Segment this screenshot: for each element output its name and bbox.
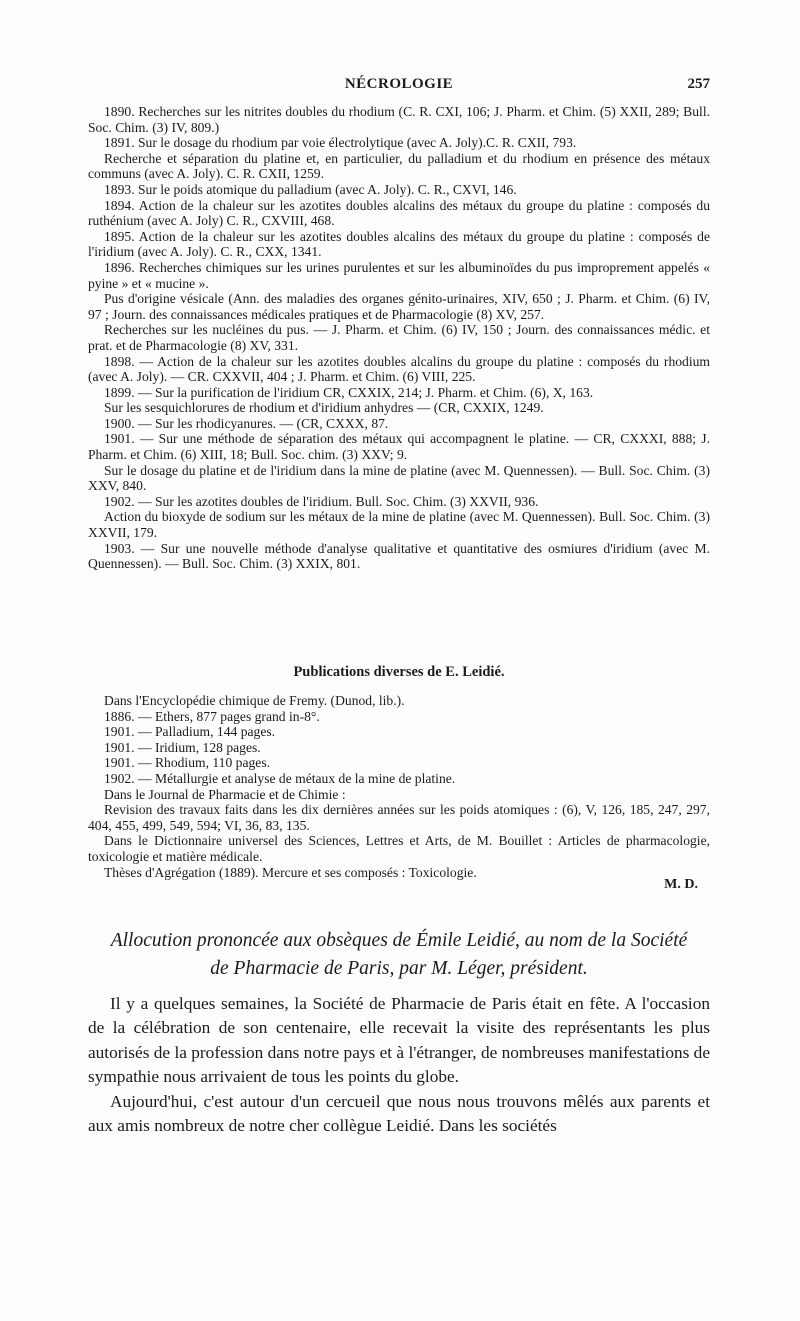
bib-entry: Action du bioxyde de sodium sur les métaux de la mine de platine (avec M. Quennessen). Bull. Soc. Chim. (3) XXVII, 179. xyxy=(88,509,710,541)
bib-entry: 1894. Action de la chaleur sur les azotites doubles alcalins des métaux du groupe du platine : composés du ruthénium (avec A. Joly) C. R., CXVIII, 468. xyxy=(88,197,710,229)
running-header xyxy=(88,76,710,98)
allocution-title-line: de Pharmacie de Paris, par M. Léger, président. xyxy=(210,958,588,979)
bibliography-list xyxy=(88,104,710,572)
publication-entry: 1902. — Métallurgie et analyse de métaux de la mine de platine. xyxy=(104,770,456,786)
bib-entry: Pus d'origine vésicale (Ann. des maladies des organes génito-urinaires, XIV, 650 ; J. Pharm. et Chim. (6) IV, 97 ; Journ. des connaissances médicales pratiques et de Pharmacologie (8) XV, 257. xyxy=(88,291,710,322)
publication-entry: Revision des travaux faits dans les dix dernières années sur les poids atomiques : (6), V, 126, 185, 247, 297, 404, 455, 499, 549, 594; VI, 36, 83, 135. xyxy=(88,802,710,833)
body-paragraph: Il y a quelques semaines, la Société de Pharmacie de Paris était en fête. A l'occasion de la célébration de son centenaire, elle recevait la visite des représentants les plus autorisés de la profession dans notre pays et à l'étranger, de nombreuses manifestations de sympathie nous arrivaient de tous les points du globe. xyxy=(88,994,710,1087)
bib-entry: Recherches sur les nucléines du pus. — J. Pharm. et Chim. (6) IV, 150 ; Journ. des connaissances médic. et prat. et de Pharmacologie (8) XV, 331. xyxy=(88,322,710,353)
bib-entry: Recherche et séparation du platine et, en particulier, du palladium et du rhodium en présence des métaux communs (avec A. Joly). C. R. CXII, 1259. xyxy=(88,150,710,182)
bib-entry: 1903. — Sur une nouvelle méthode d'analyse qualitative et quantitative des osmiures d'iridium (avec M. Quennessen). — Bull. Soc. Chim. (3) XXIX, 801. xyxy=(88,540,710,572)
bib-entry: 1890. Recherches sur les nitrites doubles du rhodium (C. R. CXI, 106; J. Pharm. et Chim. (5) XXII, 289; Bull. Soc. Chim. (3) IV, 809.) xyxy=(88,104,710,135)
bib-entry: Sur les sesquichlorures de rhodium et d'iridium anhydres — (CR, CXXIX, 1249. xyxy=(104,400,544,416)
bib-entry: 1902. — Sur les azotites doubles de l'iridium. Bull. Soc. Chim. (3) XXVII, 936. xyxy=(104,493,539,509)
publication-entry: Thèses d'Agrégation (1889). Mercure et ses composés : Toxicologie. xyxy=(104,864,477,880)
publications-heading: Publications diverses de E. Leidié. xyxy=(293,664,505,680)
bib-entry: 1901. — Sur une méthode de séparation des métaux qui accompagnent le platine. — CR, CXXXI, 888; J. Pharm. et Chim. (6) XIII, 18; Bull. Soc. chim. (3) XXV; 9. xyxy=(88,431,710,463)
allocution-title-line: Allocution prononcée aux obsèques de Émile Leidié, au nom de la Société xyxy=(110,930,688,951)
bib-entry: 1896. Recherches chimiques sur les urines purulentes et sur les albuminoïdes du pus improprement appelés « pyine » et « mucine ». xyxy=(88,259,710,291)
bib-entry: 1891. Sur le dosage du rhodium par voie électrolytique (avec A. Joly).C. R. CXII, 793. xyxy=(104,135,577,151)
body-paragraph: Aujourd'hui, c'est autour d'un cercueil que nous nous trouvons mêlés aux parents et aux amis nombreux de notre cher collègue Leidié. Dans les sociétés xyxy=(88,1091,710,1136)
header-title: NÉCROLOGIE xyxy=(344,76,454,92)
publication-entry: Dans l'Encyclopédie chimique de Fremy. (Dunod, lib.). xyxy=(104,693,405,708)
bib-entry: Sur le dosage du platine et de l'iridium dans la mine de platine (avec M. Quennessen). — Bull. Soc. Chim. (3) XXV, 840. xyxy=(88,462,710,494)
speech-body xyxy=(88,992,710,1138)
bib-entry: 1895. Action de la chaleur sur les azotites doubles alcalins des métaux du groupe du platine : composés de l'iridium (avec A. Joly). C. R., CXX, 1341. xyxy=(88,228,710,260)
bib-entry: 1893. Sur le poids atomique du palladium (avec A. Joly). C. R., CXVI, 146. xyxy=(104,181,517,197)
bib-entry: 1900. — Sur les rhodicyanures. — (CR, CXXX, 87. xyxy=(104,415,389,431)
bib-entry: 1898. — Action de la chaleur sur les azotites doubles alcalins du groupe du platine : composés du rhodium (avec A. Joly). — CR. CXXVII, 404 ; J. Pharm. et Chim. (6) VIII, 225. xyxy=(88,353,710,385)
publication-entry: Dans le Journal de Pharmacie et de Chimie : xyxy=(104,786,346,802)
publication-entry: 1901. — Iridium, 128 pages. xyxy=(104,739,261,755)
publications-list xyxy=(88,693,710,880)
allocution-title xyxy=(88,927,710,983)
signature: M. D. xyxy=(664,877,698,892)
publication-entry: 1886. — Ethers, 877 pages grand in-8°. xyxy=(104,708,320,724)
publication-entry: 1901. — Rhodium, 110 pages. xyxy=(104,755,271,771)
publication-entry: Dans le Dictionnaire universel des Sciences, Lettres et Arts, de M. Bouillet : Articles de pharmacologie, toxicologie et matière médicale. xyxy=(88,833,710,864)
publication-entry: 1901. — Palladium, 144 pages. xyxy=(104,724,276,740)
page-number: 257 xyxy=(687,76,710,92)
bib-entry: 1899. — Sur la purification de l'iridium CR, CXXIX, 214; J. Pharm. et Chim. (6), X, 163. xyxy=(104,384,594,400)
